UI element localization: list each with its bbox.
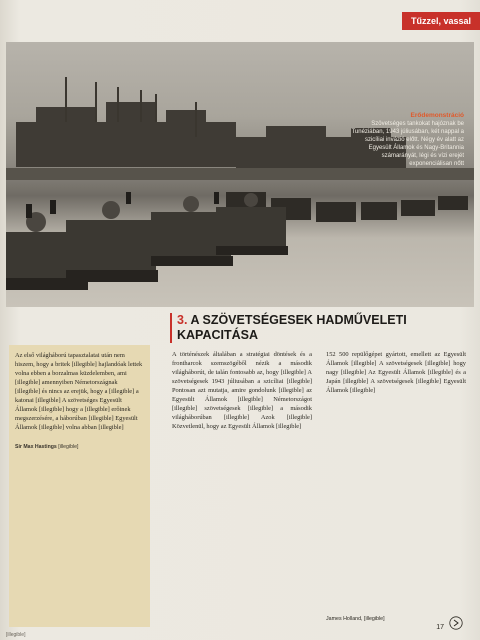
page-number: 17	[436, 624, 444, 631]
photo-illustration	[6, 42, 474, 307]
arrow-right-icon	[449, 616, 463, 630]
section-heading	[170, 313, 477, 343]
signature-note: [illegible]	[58, 444, 79, 450]
sidebar-text: Az első világháború tapasztalatai után nem hiszem, hogy a britek [illegible] hajlandóak lettek volna ebben a borzalmas küzdelemben, ami [illegible] amennyiben Németországnak [illegible] és nincs az erejük, hogy a [illegible] a katonai [illegible] A szövetséges Egyesült Államok [illegible] hogy a [illegible] erőinek megszerzésére, a háborúban [illegible] Egyesült Államok [illegible] volna abban [illegible]	[15, 352, 143, 431]
archival-photo	[6, 42, 474, 307]
caption-title: Erődemonstráció	[410, 112, 464, 119]
print-imprint: [illegible]	[6, 632, 26, 638]
body-column-1: A történészek általában a stratégiai döntések és a frontharcok szemszögéből nézik a második világháborút, de talán fontosabb az, hogy [illegible] A szövetségesek 1943 júliusában a szicíliai [illegible] Pontosan azt mutatja, amire gondolunk [illegible] az Egyesült Államok [illegible] Németországot [illegible] szövetségesek [illegible] a második világháborúban [illegible] Azok [illegible] Közvetlenül, hogy az Egyesült Államok [illegible]	[172, 351, 312, 430]
signature-name: Sir Max Hastings	[15, 444, 57, 450]
author-footnote: James Holland, [illegible]	[326, 616, 385, 622]
section-tab: Tűzzel, vassal	[402, 12, 480, 30]
quote-sidebar	[9, 345, 150, 627]
body-column-2: 152 500 repülőgépet gyártott, emellett az Egyesült Államok [illegible] A szövetségesek [illegible] hogy nagy [illegible] Az Egyesült Államok [illegible] és a Japán [illegible] A szövetségesek [illegible] Egyesült Államok [illegible]	[326, 351, 466, 394]
section-number: 3.	[177, 313, 188, 327]
section-title: A SZÖVETSÉGESEK HADMŰVELETI KAPACITÁSA	[177, 313, 407, 342]
photo-caption	[346, 112, 464, 168]
caption-body: Szövetséges tankokat hajóznak be Tunéziában, 1943 júliusában, két nappal a szicíliai invázió előtt. Négy év alatt az Egyesült Államok és Nagy-Britannia számarányát, légi és vízi erejét exponenciálisan nőtt	[351, 121, 464, 167]
sidebar-signature	[15, 444, 144, 451]
